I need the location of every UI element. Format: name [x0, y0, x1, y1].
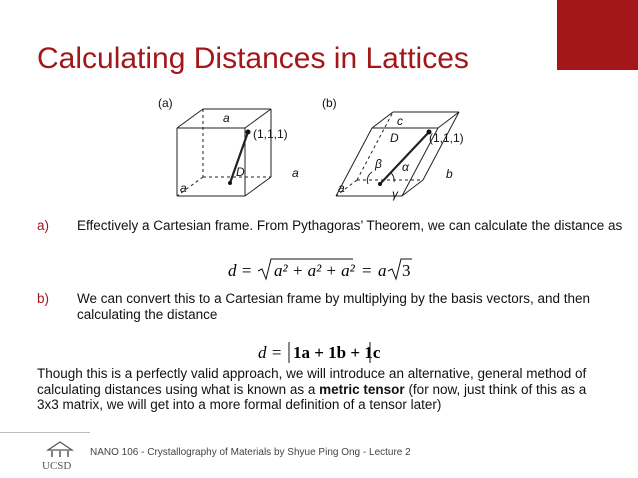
metric-tensor-term: metric tensor [319, 381, 405, 397]
eq1-radicand: a² + a² + a² [274, 261, 355, 280]
beta-label: β [375, 157, 382, 171]
footer-caption: NANO 106 - Crystallography of Materials by Shyue Ping Ong - Lecture 2 [90, 447, 411, 458]
origin-b [378, 182, 382, 186]
paragraph-text-end: (for now, just think of this as a 3x3 matrix, we will get into a more formal definition of a tensor later) [37, 381, 587, 412]
logo-wordmark: UCSD [42, 460, 72, 472]
list-item-text: We can convert this to a Cartesian frame by multiplying by the basis vectors, and then calculating the distance [77, 291, 590, 322]
ucsd-logo [40, 438, 80, 472]
equation-pythagoras [200, 258, 440, 284]
accent-block [557, 0, 638, 70]
gamma-label: γ [392, 187, 398, 201]
alpha-label: α [402, 160, 409, 174]
eq2-lhs: d = [258, 343, 283, 362]
point-a [246, 130, 251, 135]
origin-a [228, 181, 232, 185]
body-paragraph [37, 366, 602, 413]
d-a-label: D [236, 165, 245, 179]
eq1-radicand-2: 3 [402, 261, 411, 280]
edge-a-right: a [292, 166, 299, 180]
edge-a-left: a [180, 181, 187, 195]
edge-a-top: a [223, 111, 230, 125]
point-a-label: (1,1,1) [253, 127, 288, 141]
list-marker: a) [37, 218, 50, 233]
eq1-lhs: d = [228, 261, 253, 280]
eq2-expr: 1a + 1b + 1c [293, 343, 381, 362]
eq1-equals: = [362, 261, 372, 280]
footer-divider [0, 432, 90, 433]
list-item-text: Effectively a Cartesian frame. From Pythagoras’ Theorem, we can calculate the distance as [77, 218, 623, 233]
lattice-figure [150, 92, 490, 204]
edge-c-label: c [397, 114, 403, 128]
list-marker: b) [37, 291, 50, 306]
d-b-label: D [390, 131, 399, 145]
panel-a-label: (a) [158, 96, 173, 110]
paragraph-text-start: Though this is a perfectly valid approach, we will introduce an alternative, general method of calculating distances using what is known as a [37, 366, 587, 397]
panel-b-label: (b) [322, 96, 337, 110]
point-b-label: (1,1,1) [429, 131, 464, 145]
eq1-coef: a [378, 261, 387, 280]
edge-a-b-label: a [338, 181, 345, 195]
slide-title: Calculating Distances in Lattices [37, 42, 469, 75]
equation-basis-vectors [240, 340, 410, 366]
edge-b-label: b [446, 167, 453, 181]
